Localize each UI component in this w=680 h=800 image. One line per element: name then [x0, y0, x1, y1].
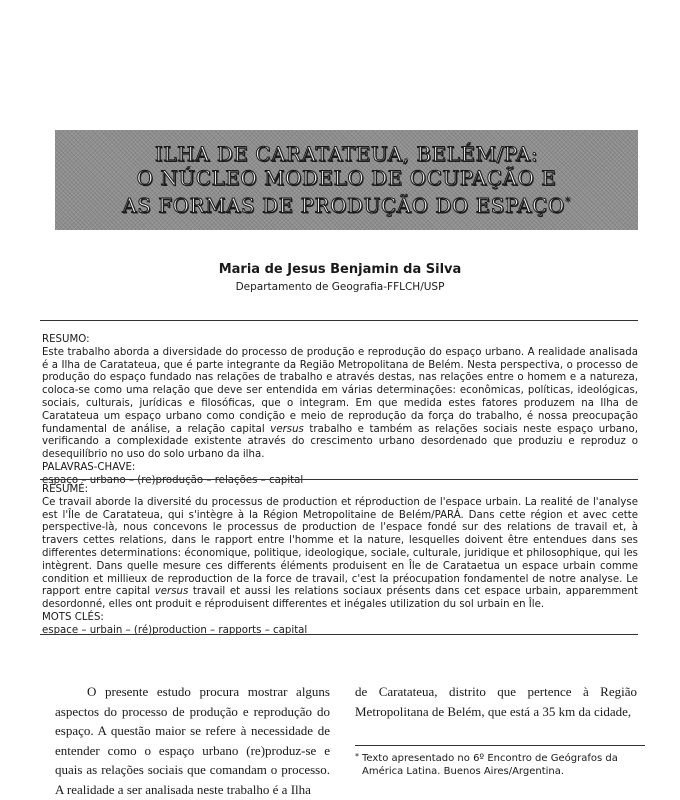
- resumo-section: [42, 334, 638, 488]
- resumo-text-part1: Este trabalho aborda a diversidade do processo de produção e reprodução do espaço urbano. A realidade analisada é a Ilha de Caratateua, que é parte integrante da Região Metropolitana de Belém. Nesta perspectiva, o processo de produção do espaço fundado nas relações de trabalho e através destas, nas relações entre o homem e a natureza, coloca-se como uma relação que deve ser entendida em várias determinações: econômicas, políticas, ideológicas, sociais, culturais, jurídicas e filosóficas, que o integram. Em que medida estes fatores produzem na Ilha de Caratateua um espaço urbano como condição e meio de reprodução da força do trabalho, é nossa preocupação fundamental de análise, a relação capital: [42, 346, 638, 435]
- resumo-keywords-heading: PALAVRAS-CHAVE:: [42, 461, 136, 473]
- author-name: Maria de Jesus Benjamin da Silva: [218, 262, 462, 277]
- body-column-right: de Caratateua, distrito que pertence à Região Metropolitana de Belém, que está a 35 km da cidade,: [355, 684, 637, 719]
- resume-text-part2: travail et aussi les relations sociaux présents dans cet espace urbain, apparemment desordonné, elles ont produit e réproduisent differentes et inégales utilization du sol urbain en Île.: [42, 586, 638, 611]
- footnote-mark: *: [355, 752, 359, 761]
- divider-bottom: [40, 634, 638, 635]
- footnote-text: Texto apresentado no 6º Encontro de Geógrafos da América Latina. Buenos Aires/Argentina.: [362, 753, 618, 777]
- footnote: [355, 752, 640, 778]
- resume-text-part1: Ce travail aborde la diversité du processus de production et réproduction de l'espace urbain. La realité de l'analyse est l'Île de Caratateua, qui s'intègre à la Région Metropolitaine de Belém/PARÁ. Dans cette région et avec cette perspective-là, nous concevons le processus de production de l'espace fondé sur des relations de travail et, à travers cettes relations, dans le rapport entre l'homme et la nature, lesquelles doivent être entendues dans ses differentes determinations: économique, politique, ideologique, sociale, culturale, juridique et philosophique, qui les intègrent. Dans quelle mesure ces differents éléments produisent en Île de Carataetua un espace urbain comme condition et millieux de reproduction de la force de travail, c'est la préocupation fondamentel de notre analyse. Le rapport entre capital: [42, 496, 638, 598]
- resumo-text: [42, 347, 638, 462]
- resumo-italic-word: versus: [270, 423, 304, 435]
- title-line-3: [122, 190, 570, 218]
- resumo-text-part2: trabalho e também as relações sociais neste espaço urbano, verificando a complexidade existente através do crescimento urbano desordenado que produziu e reproduz o desequilíbrio no uso do solo urbano da ilha.: [42, 423, 638, 461]
- author-affiliation: Departamento de Geografia-FFLCH/USP: [235, 281, 445, 293]
- resumo-keywords: espaço – urbano – (re)produção – relações – capital: [42, 474, 304, 486]
- divider-middle: [40, 479, 638, 480]
- resume-keywords: espace – urbain – (ré)production – rapports – capital: [42, 624, 308, 636]
- body-column-left: O presente estudo procura mostrar alguns aspectos do processo de produção e reprodução do espaço. A questão maior se refere à necessidade de entender como o espaço urbano (re)produz-se e quais as relações sociais que comandam o processo. A realidade a ser analisada neste trabalho é a Ilha: [55, 684, 330, 797]
- resume-section: [42, 484, 638, 638]
- footnote-divider: [355, 745, 645, 746]
- title-line-2: O NÚCLEO MODELO DE OCUPAÇÃO E: [136, 166, 557, 191]
- resume-text: [42, 497, 638, 612]
- title-line-3-text: AS FORMAS DE PRODUÇÃO DO ESPAÇO: [122, 193, 565, 218]
- resume-heading: RÉSUMÉ:: [42, 484, 89, 495]
- resumo-heading: RESUMO:: [42, 334, 90, 345]
- divider-top: [40, 320, 638, 321]
- title-footnote-mark: *: [564, 195, 571, 209]
- resume-italic-word: versus: [154, 586, 189, 598]
- title-banner: [55, 130, 638, 230]
- title-line-1: ILHA DE CARATATEUA, BELÉM/PA:: [154, 142, 539, 167]
- resume-keywords-heading: MOTS CLÉS:: [42, 611, 104, 623]
